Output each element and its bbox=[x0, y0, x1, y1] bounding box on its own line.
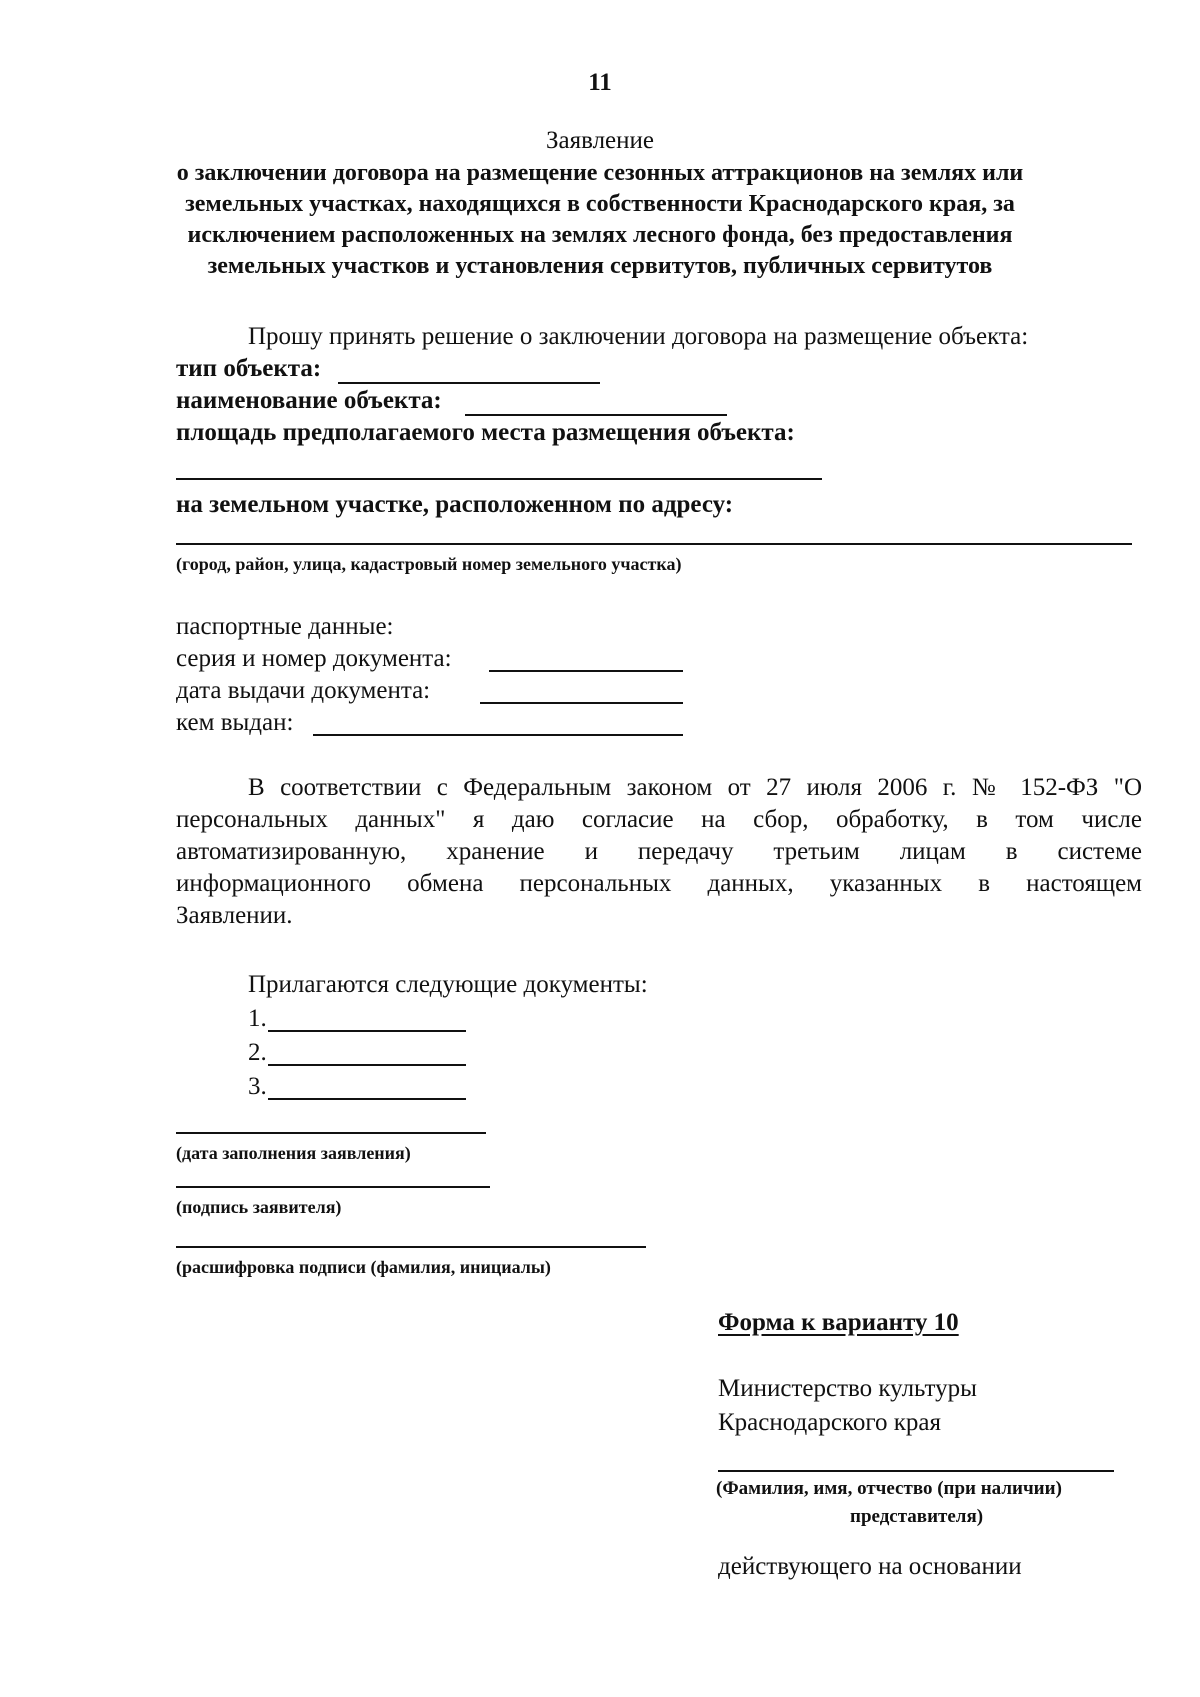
passport-date-field[interactable] bbox=[480, 702, 683, 704]
request-text: Прошу принять решение о заключении договора на размещение объекта: bbox=[248, 323, 1029, 350]
address-field[interactable] bbox=[176, 543, 1132, 545]
attachment-field[interactable] bbox=[268, 1064, 466, 1066]
passport-series-label: серия и номер документа: bbox=[176, 645, 452, 672]
passport-issued-field[interactable] bbox=[313, 734, 683, 736]
address-hint: (город, район, улица, кадастровый номер земельного участка) bbox=[176, 554, 682, 574]
subtitle-line: земельных участков и установления сервитутов, публичных сервитутов bbox=[207, 253, 993, 279]
date-field[interactable] bbox=[176, 1132, 486, 1134]
representative-field[interactable] bbox=[718, 1470, 1114, 1472]
signature-field[interactable] bbox=[176, 1186, 490, 1188]
attachment-number: 1. bbox=[248, 1005, 267, 1032]
subtitle-line: исключением расположенных на землях лесного фонда, без предоставления bbox=[187, 222, 1013, 248]
object-name-label: наименование объекта: bbox=[176, 387, 442, 414]
consent-line: Заявлении. bbox=[176, 902, 293, 929]
signature-hint: (подпись заявителя) bbox=[176, 1197, 342, 1217]
passport-date-label: дата выдачи документа: bbox=[176, 677, 431, 704]
signature-decoding-hint: (расшифровка подписи (фамилия, инициалы) bbox=[176, 1257, 551, 1277]
consent-line: автоматизированную, хранение и передачу третьим лицам в системе bbox=[176, 838, 1142, 865]
subtitle-line: о заключении договора на размещение сезонных аттракционов на землях или bbox=[176, 160, 1024, 186]
basis-text: действующего на основании bbox=[718, 1553, 1022, 1580]
addressee-line: Министерство культуры bbox=[718, 1375, 977, 1402]
consent-line: информационного обмена персональных данных, указанных в настоящем bbox=[176, 870, 1142, 897]
page-number: 11 bbox=[588, 69, 612, 96]
attachments-heading: Прилагаются следующие документы: bbox=[248, 971, 648, 998]
signature-decoding-field[interactable] bbox=[176, 1246, 646, 1248]
area-field[interactable] bbox=[176, 478, 822, 480]
address-label: на земельном участке, расположенном по адресу: bbox=[176, 491, 734, 518]
object-type-label: тип объекта: bbox=[176, 355, 322, 382]
form-heading: Форма к варианту 10 bbox=[718, 1309, 959, 1336]
subtitle-line: земельных участках, находящихся в собственности Краснодарского края, за bbox=[185, 191, 1015, 217]
addressee-line: Краснодарского края bbox=[718, 1409, 941, 1436]
attachment-field[interactable] bbox=[268, 1098, 466, 1100]
passport-heading: паспортные данные: bbox=[176, 613, 394, 640]
passport-issued-label: кем выдан: bbox=[176, 709, 294, 736]
attachment-number: 2. bbox=[248, 1039, 267, 1066]
representative-hint: (Фамилия, имя, отчество (при наличии) bbox=[716, 1478, 1062, 1499]
date-hint: (дата заполнения заявления) bbox=[176, 1143, 411, 1163]
object-name-field[interactable] bbox=[465, 414, 727, 416]
document-title: Заявление bbox=[545, 127, 655, 154]
attachment-field[interactable] bbox=[268, 1030, 466, 1032]
passport-series-field[interactable] bbox=[489, 670, 683, 672]
consent-line: В соответствии с Федеральным законом от 27 июля 2006 г. № 152-ФЗ "О bbox=[248, 774, 1142, 801]
object-type-field[interactable] bbox=[338, 382, 600, 384]
representative-hint: представителя) bbox=[850, 1506, 984, 1527]
attachment-number: 3. bbox=[248, 1073, 267, 1100]
area-label: площадь предполагаемого места размещения объекта: bbox=[176, 419, 795, 446]
consent-line: персональных данных" я даю согласие на сбор, обработку, в том числе bbox=[176, 806, 1142, 833]
